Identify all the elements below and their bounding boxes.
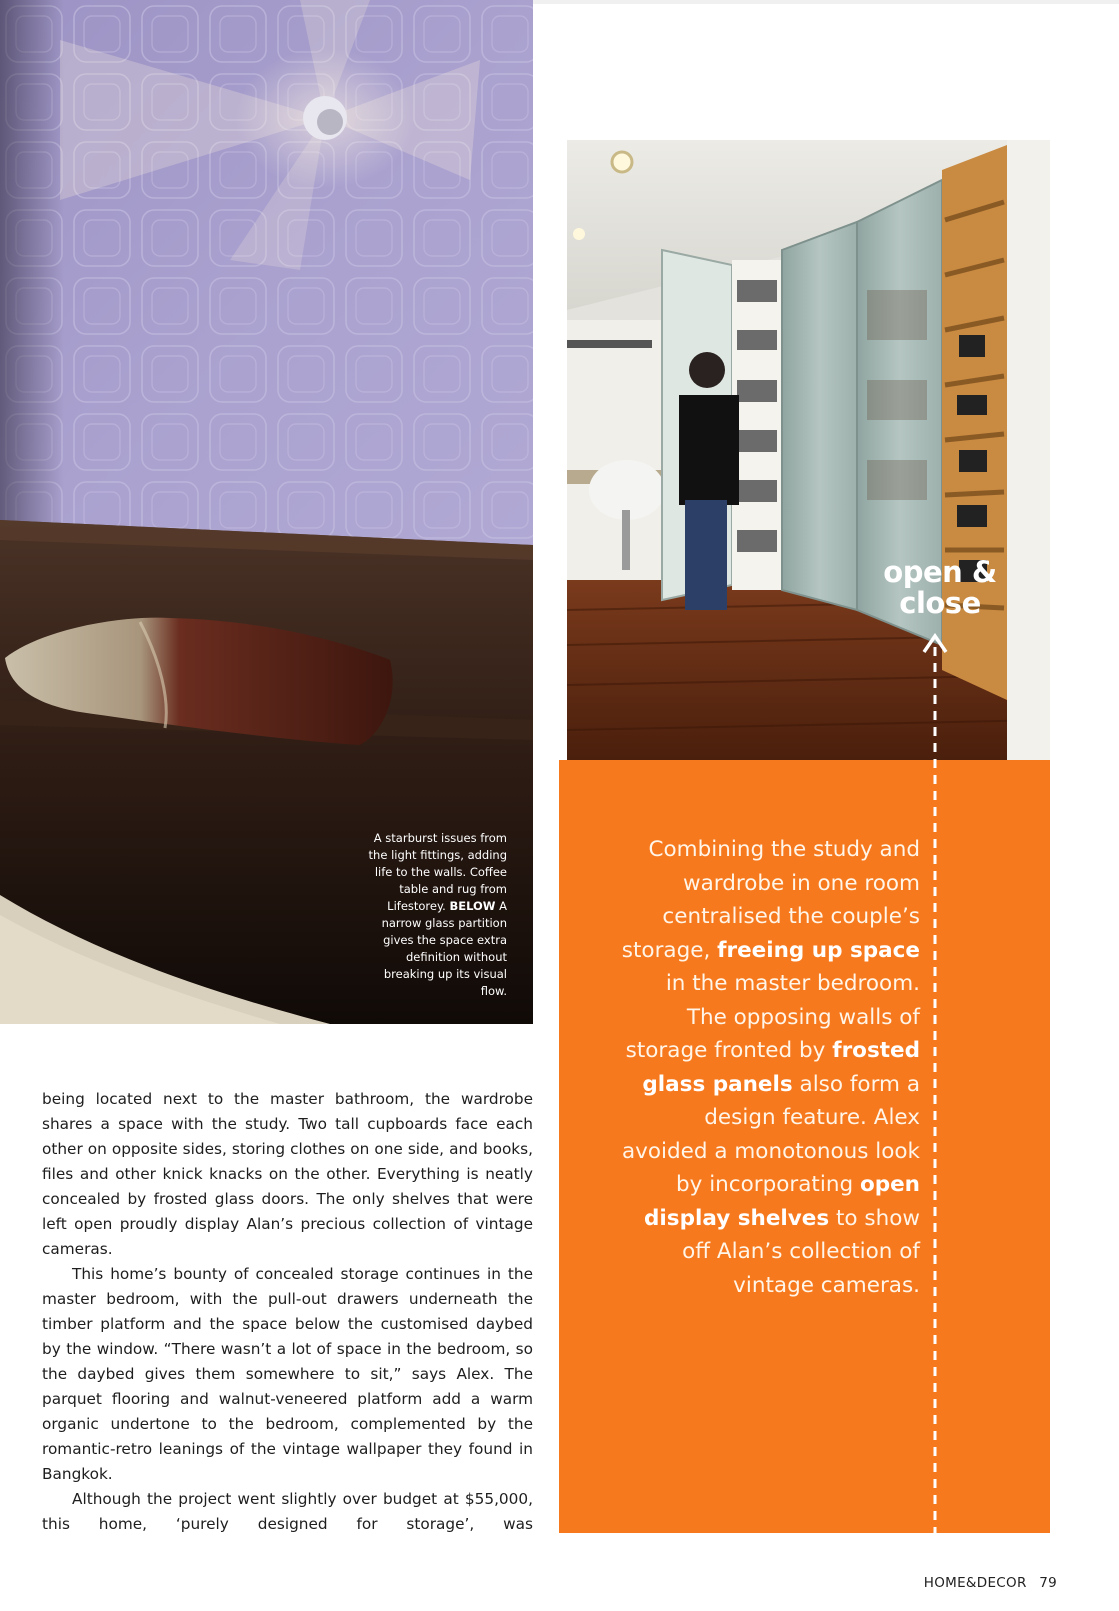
pull-quote-text-2: in the master bedroom. The opposing walls of storage fronted by [625, 971, 920, 1063]
photo-caption [355, 830, 507, 1000]
open-close-line1: open & [883, 555, 997, 589]
study-wardrobe-photo [567, 140, 1050, 760]
open-close-label [875, 557, 1005, 619]
caption-below-label: BELOW [449, 899, 496, 913]
caption-main: A starburst issues from the light fittings, adding life to the walls. Coffee table and rug from Lifestorey. [368, 831, 507, 913]
page-footer [924, 1575, 1057, 1591]
pull-quote-bold-2: frosted glass panels [642, 1038, 920, 1097]
pull-quote-bold-1: freeing up space [717, 937, 920, 963]
open-close-line2: close [899, 586, 981, 620]
caption-below-text: A narrow glass partition gives the space extra definition without breaking up its visual flow. [381, 899, 507, 998]
up-arrow-icon [921, 633, 949, 1533]
pull-quote-text-3: also form a design feature. Alex avoided a monotonous look by incorporating [621, 1071, 920, 1197]
body-paragraph-2: This home’s bounty of concealed storage continues in the master bedroom, with the pull-out drawers underneath the timber platform and the space below the customised daybed by the window. “There wasn’t a lot of space in the bedroom, so the daybed gives them somewhere to sit,” says Alex. The parquet flooring and walnut-veneered platform add a warm organic undertone to the bedroom, complemented by the romantic-retro leanings of the vintage wallpaper they found in Bangkok. [42, 1265, 533, 1483]
page-number: 79 [1039, 1575, 1057, 1591]
body-paragraph-3: Although the project went slightly over budget at $55,000, this home, ‘purely designed for storage’, was [42, 1490, 533, 1533]
pull-quote-text-4: to show off Alan’s collection of vintage cameras. [682, 1205, 920, 1298]
magazine-name: HOME&DECOR [923, 1575, 1027, 1591]
pull-quote-bold-3: open display shelves [644, 1172, 920, 1231]
article-body [42, 1087, 533, 1537]
body-paragraph-1: being located next to the master bathroom, the wardrobe shares a space with the study. Two tall cupboards face each other on opposite sides, storing clothes on one side, and books, files and other knick knacks on the other. Everything is neatly concealed by frosted glass doors. The only shelves that were left open proudly display Alan’s precious collection of vintage cameras. [42, 1090, 533, 1258]
pull-quote [620, 833, 920, 1302]
pull-quote-text-1: Combining the study and wardrobe in one room centralised the couple’s storage, [621, 837, 920, 963]
